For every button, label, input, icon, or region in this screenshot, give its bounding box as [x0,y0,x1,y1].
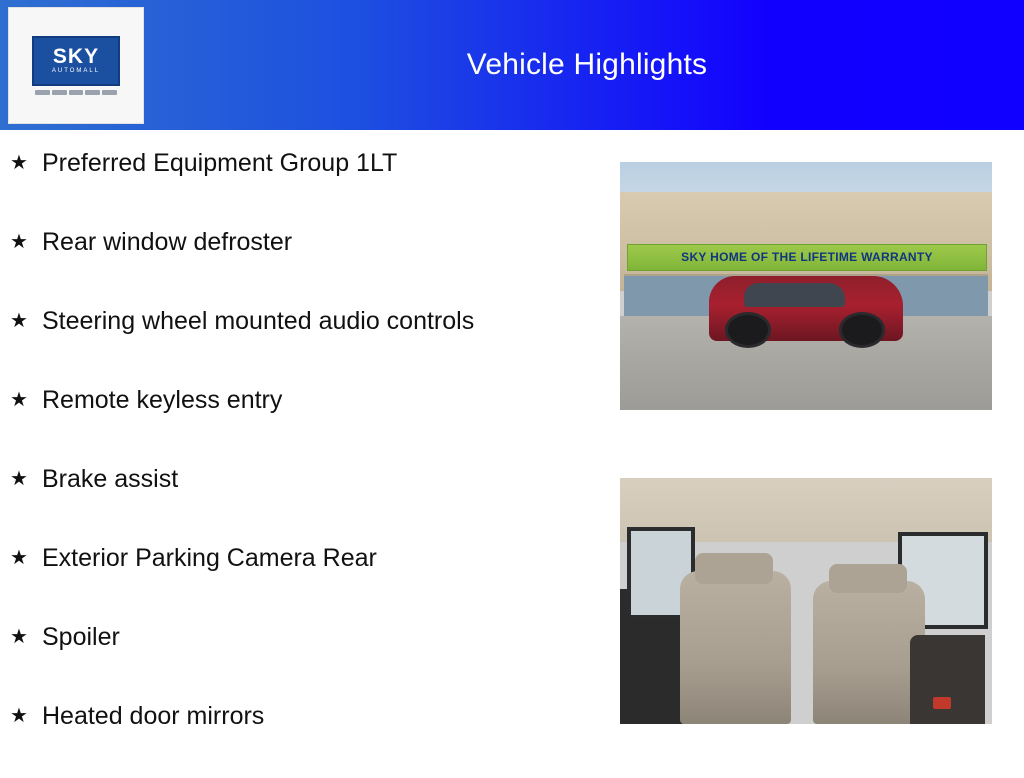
vehicle-exterior [709,276,902,340]
brand-mark-3 [69,90,84,95]
list-item [10,146,600,225]
interior-photo [620,478,992,724]
feature-label: Rear window defroster [42,228,293,256]
star-icon: ★ [10,547,28,569]
list-item [10,462,600,541]
star-icon: ★ [10,389,28,411]
feature-label: Spoiler [42,623,120,651]
list-item [10,383,600,462]
feature-label: Steering wheel mounted audio controls [42,307,475,335]
list-item [10,620,600,699]
center-console [910,635,984,724]
front-wheel [725,312,772,348]
brand-mark-4 [85,90,100,95]
brand-mark-2 [52,90,67,95]
feature-label: Remote keyless entry [42,386,283,414]
exterior-photo [620,162,992,410]
slide-header [0,0,1024,130]
brand-mark-1 [35,90,50,95]
passenger-seat [813,581,925,724]
list-item [10,225,600,304]
vehicle-glass [744,283,845,307]
driver-seat [680,571,792,724]
brand-mark-5 [102,90,117,95]
feature-list [10,146,600,778]
page-title: Vehicle Highlights [466,48,708,81]
slide-body [0,130,1024,768]
warranty-banner [627,244,986,271]
star-icon: ★ [10,231,28,253]
logo-brand-strip [34,90,118,95]
passenger-headrest [829,564,907,593]
seatbelt-buckle [933,697,952,709]
rear-wheel [839,312,886,348]
feature-label: Heated door mirrors [42,702,265,730]
driver-headrest [695,553,773,584]
feature-label: Preferred Equipment Group 1LT [42,149,398,177]
star-icon: ★ [10,152,28,174]
feature-label: Brake assist [42,465,179,493]
logo-badge [32,36,120,86]
star-icon: ★ [10,468,28,490]
list-item [10,541,600,620]
feature-label: Exterior Parking Camera Rear [42,544,377,572]
list-item [10,304,600,383]
star-icon: ★ [10,705,28,727]
star-icon: ★ [10,310,28,332]
logo-automall-text: AUTOMALL [51,67,101,74]
warranty-banner-text: SKY HOME OF THE LIFETIME WARRANTY [681,250,933,265]
logo-sky-text: SKY [52,44,100,68]
dealer-logo [8,7,144,124]
list-item [10,699,600,778]
star-icon: ★ [10,626,28,648]
